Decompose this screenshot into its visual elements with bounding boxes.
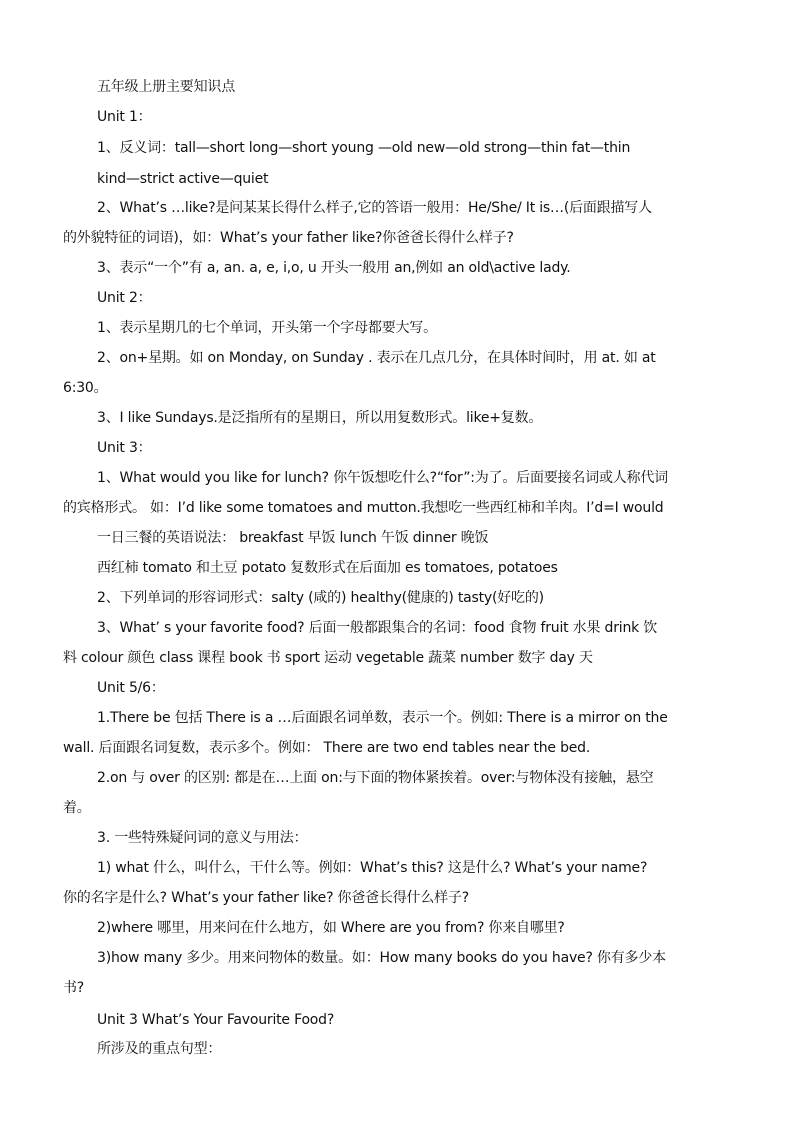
text-line: 2.on 与 over 的区别: 都是在…上面 on:与下面的物体紧挨着。over:与物体没有接触，悬空 xyxy=(97,770,654,786)
text-line: 3、What’ s your favorite food? 后面一般都跟集合的名词：food 食物 fruit 水果 drink 饮 xyxy=(97,620,658,636)
text-line: 3. 一些特殊疑问词的意义与用法： xyxy=(97,830,308,846)
unit-heading: Unit 3 What’s Your Favourite Food? xyxy=(97,1012,335,1028)
text-line: 一日三餐的英语说法： breakfast 早饭 lunch 午饭 dinner 晚饭 xyxy=(97,530,489,546)
text-line: 你的名字是什么? What’s your father like? 你爸爸长得什么样子? xyxy=(63,890,469,906)
text-line: 所涉及的重点句型： xyxy=(97,1041,222,1057)
text-line: 的外貌特征的词语)，如：What’s your father like?你爸爸长得什么样子? xyxy=(63,230,514,246)
text-line: 3)how many 多少。用来问物体的数量。如：How many books do you have? 你有多少本 xyxy=(97,950,666,966)
text-line: 2、on+星期。如 on Monday, on Sunday . 表示在几点几分，在具体时间时，用 at. 如 at xyxy=(97,350,656,366)
text-line: 3、表示“一个”有 a, an. a, e, i,o, u 开头一般用 an,例如 an old\active lady. xyxy=(97,260,571,276)
text-line: 1.There be 包括 There is a …后面跟名词单数，表示一个。例如: There is a mirror on the xyxy=(97,710,668,726)
text-line: 着。 xyxy=(63,800,91,816)
text-line: 料 colour 颜色 class 课程 book 书 sport 运动 vegetable 蔬菜 number 数字 day 天 xyxy=(63,650,593,666)
text-line: wall. 后面跟名词复数，表示多个。例如： There are two end tables near the bed. xyxy=(63,740,591,756)
unit-heading: Unit 1： xyxy=(97,109,152,125)
text-line: 1、表示星期几的七个单词，开头第一个字母都要大写。 xyxy=(97,320,437,336)
unit-heading: Unit 2： xyxy=(97,290,152,306)
text-line: 1、What would you like for lunch? 你午饭想吃什么?“for”:为了。后面要接名词或人称代词 xyxy=(97,470,668,486)
unit-heading: Unit 5/6： xyxy=(97,680,165,696)
text-line: 1) what 什么，叫什么，干什么等。例如：What’s this? 这是什么? What’s your name? xyxy=(97,860,648,876)
text-line: 2)where 哪里，用来问在什么地方，如 Where are you from? 你来自哪里? xyxy=(97,920,565,936)
text-line: 2、What’s …like?是问某某长得什么样子,它的答语一般用：He/She/ It is…(后面跟描写人 xyxy=(97,200,652,216)
doc-title: 五年级上册主要知识点 xyxy=(97,79,235,95)
text-line: kind—strict active—quiet xyxy=(97,171,269,187)
text-line: 3、I like Sundays.是泛指所有的星期日，所以用复数形式。like+复数。 xyxy=(97,410,543,426)
text-line: 6:30。 xyxy=(63,380,108,396)
text-line: 书? xyxy=(63,980,85,996)
unit-heading: Unit 3： xyxy=(97,440,152,456)
text-line: 2、下列单词的形容词形式：salty (咸的) healthy(健康的) tasty(好吃的) xyxy=(97,590,544,606)
text-line: 的宾格形式。 如：I’d like some tomatoes and mutton.我想吃一些西红柿和羊肉。I’d=I would xyxy=(63,500,664,516)
text-line: 1、反义词：tall—short long—short young —old new—old strong—thin fat—thin xyxy=(97,140,631,156)
text-line: 西红柿 tomato 和土豆 potato 复数形式在后面加 es tomatoes, potatoes xyxy=(97,560,558,576)
